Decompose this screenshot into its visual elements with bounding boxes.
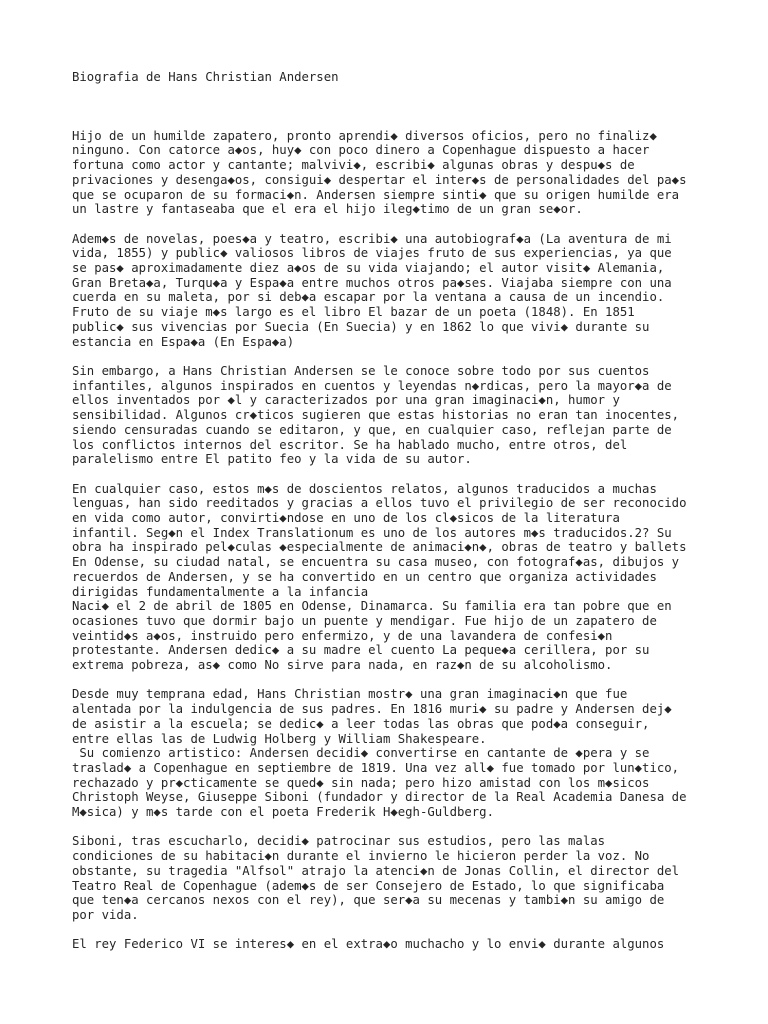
blank-line [72, 673, 712, 688]
paragraph-3-line-5: siendo censuradas cuando se editaron, y que, en cualquier caso, reflejan parte de [72, 422, 672, 437]
paragraph-4-line-11: veintid◆s a◆os, instruido pero enfermizo, y de una lavandera de confesi◆n [72, 628, 613, 643]
paragraph-4-line-8: dirigidas fundamentalmente a la infancia [72, 584, 369, 599]
paragraph-3-line-4: sensibilidad. Algunos cr◆ticos sugieren que estas historias no eran tan inocentes, [72, 408, 680, 423]
paragraph-4-line-9: Naci◆ el 2 de abril de 1805 en Odense, Dinamarca. Su familia era tan pobre que en [72, 599, 672, 614]
paragraph-4-line-7: recuerdos de Andersen, y se ha convertido en un centro que organiza actividades [72, 569, 657, 584]
paragraph-5-line-6: traslad◆ a Copenhague en septiembre de 1819. Una vez all◆ fue tomado por lun◆tico, [72, 760, 680, 775]
paragraph-6-line-4: Teatro Real de Copenhague (adem◆s de ser Consejero de Estado, lo que significaba [72, 878, 665, 893]
paragraph-2-line-8: estancia en Espa◆a (En Espa◆a) [72, 334, 295, 349]
paragraph-2-line-6: Fruto de su viaje m◆s largo es el libro El bazar de un poeta (1848). En 1851 [72, 305, 635, 320]
paragraph-3-line-7: paralelismo entre El patito feo y la vida de su autor. [72, 452, 472, 467]
paragraph-2-line-4: Gran Breta◆a, Turqu◆a y Espa◆a entre muchos otros pa◆ses. Viajaba siempre con una [72, 275, 672, 290]
paragraph-2-line-2: vida, 1855) y public◆ valiosos libros de viajes fruto de sus experiencias, ya que [72, 246, 672, 261]
paragraph-6-line-3: obstante, su tragedia "Alfsol" atrajo la atenci◆n de Jonas Collin, el director del [72, 863, 680, 878]
paragraph-1-line-4: privaciones y desenga◆os, consigui◆ despertar el inter◆s de personalidades del pa◆s [72, 172, 687, 187]
paragraph-2-line-3: se pas◆ aproximadamente diez a◆os de su vida viajando; el autor visit◆ Alemania, [72, 261, 665, 276]
paragraph-5-line-4: entre ellas las de Ludwig Holberg y William Shakespeare. [72, 731, 487, 746]
paragraph-4-line-6: En Odense, su ciudad natal, se encuentra su casa museo, con fotograf◆as, dibujos y [72, 555, 680, 570]
blank-line [72, 923, 712, 938]
paragraph-2-line-5: cuerda en su maleta, por si deb◆a escapar por la ventana a causa de un incendio. [72, 290, 665, 305]
blank-line [72, 114, 712, 129]
paragraph-1-line-6: un lastre y fantaseaba que el era el hijo ileg◆timo de un gran se◆or. [72, 202, 583, 217]
document-page [72, 70, 712, 952]
paragraph-3-line-3: ellos inventados por ◆l y caracterizados por una gran imaginaci◆n, humor y [72, 393, 620, 408]
blank-line [72, 820, 712, 835]
blank-line [72, 349, 712, 364]
blank-line [72, 85, 712, 100]
paragraph-5-line-8: Christoph Weyse, Giuseppe Siboni (fundador y director de la Real Academia Danesa de [72, 790, 687, 805]
blank-line [72, 99, 712, 114]
paragraph-4-line-3: en vida como autor, convirti◆ndose en uno de los cl◆sicos de la literatura [72, 511, 620, 525]
paragraph-6-line-5: que ten◆a cercanos nexos con el rey), que ser◆a su mecenas y tambi◆n su amigo de [72, 893, 665, 908]
paragraph-1-line-3: fortuna como actor y cantante; malvivi◆, escribi◆ algunas obras y despu◆s de [72, 158, 635, 173]
paragraph-5-line-7: rechazado y pr◆cticamente se qued◆ sin nada; pero hizo amistad con los m◆sicos [72, 775, 650, 790]
paragraph-1-line-1: Hijo de un humilde zapatero, pronto aprendi◆ diversos oficios, pero no finaliz◆ [72, 128, 657, 143]
paragraph-3-line-2: infantiles, algunos inspirados en cuentos y leyendas n◆rdicas, pero la mayor◆a de [72, 378, 672, 393]
paragraph-5-line-5: Su comienzo artistico: Andersen decidi◆ convertirse en cantante de ◆pera y se [72, 746, 650, 761]
paragraph-5-line-1: Desde muy temprana edad, Hans Christian mostr◆ una gran imaginaci◆n que fue [72, 687, 628, 702]
paragraph-3-line-1: Sin embargo, a Hans Christian Andersen se le conoce sobre todo por sus cuentos [72, 363, 650, 378]
paragraph-2-line-1: Adem◆s de novelas, poes◆a y teatro, escribi◆ una autobiograf◆a (La aventura de mi [72, 231, 672, 246]
blank-line [72, 467, 712, 482]
paragraph-4-line-2: lenguas, han sido reeditados y gracias a ellos tuvo el privilegio de ser reconocido [72, 496, 687, 511]
paragraph-5-line-9: M◆sica) y m◆s tarde con el poeta Frederik H◆egh-Guldberg. [72, 805, 494, 820]
paragraph-1-line-2: ninguno. Con catorce a◆os, huy◆ con poco dinero a Copenhague dispuesto a hacer [72, 143, 650, 158]
blank-line [72, 217, 712, 232]
paragraph-5-line-3: de asistir a la escuela; se dedic◆ a leer todas las obras que pod◆a conseguir, [72, 716, 650, 731]
paragraph-6-line-2: condiciones de su habitaci◆n durante el invierno le hicieron perder la voz. No [72, 849, 650, 864]
document-title: Biografia de Hans Christian Andersen [72, 70, 339, 84]
paragraph-4-line-4: infantil. Seg◆n el Index Translationum es uno de los autores m◆s traducidos.2? Su [72, 525, 672, 540]
paragraph-4-line-10: ocasiones tuvo que dormir bajo un puente y mendigar. Fue hijo de un zapatero de [72, 613, 657, 628]
paragraph-4-line-5: obra ha inspirado pel◆culas ◆especialmente de animaci◆n◆, obras de teatro y ballets [72, 540, 687, 555]
paragraph-2-line-7: public◆ sus vivencias por Suecia (En Suecia) y en 1862 lo que vivi◆ durante su [72, 319, 650, 334]
paragraph-5-line-2: alentada por la indulgencia de sus padres. En 1816 muri◆ su padre y Andersen dej◆ [72, 702, 672, 717]
paragraph-4-line-13: extrema pobreza, as◆ como No sirve para nada, en raz◆n de su alcoholismo. [72, 658, 613, 673]
paragraph-6-line-1: Siboni, tras escucharlo, decidi◆ patrocinar sus estudios, pero las malas [72, 834, 606, 849]
paragraph-4-line-1: En cualquier caso, estos m◆s de doscientos relatos, algunos traducidos a muchas [72, 481, 657, 496]
paragraph-7-line-1: El rey Federico VI se interes◆ en el extra◆o muchacho y lo envi◆ durante algunos [72, 937, 665, 952]
paragraph-1-line-5: que se ocuparon de su formaci◆n. Andersen siempre sinti◆ que su origen humilde era [72, 187, 680, 202]
paragraph-4-line-12: protestante. Andersen dedic◆ a su madre el cuento La peque◆a cerillera, por su [72, 643, 650, 658]
paragraph-3-line-6: los conflictos internos del escritor. Se ha hablado mucho, entre otros, del [72, 437, 628, 452]
paragraph-6-line-6: por vida. [72, 907, 139, 922]
